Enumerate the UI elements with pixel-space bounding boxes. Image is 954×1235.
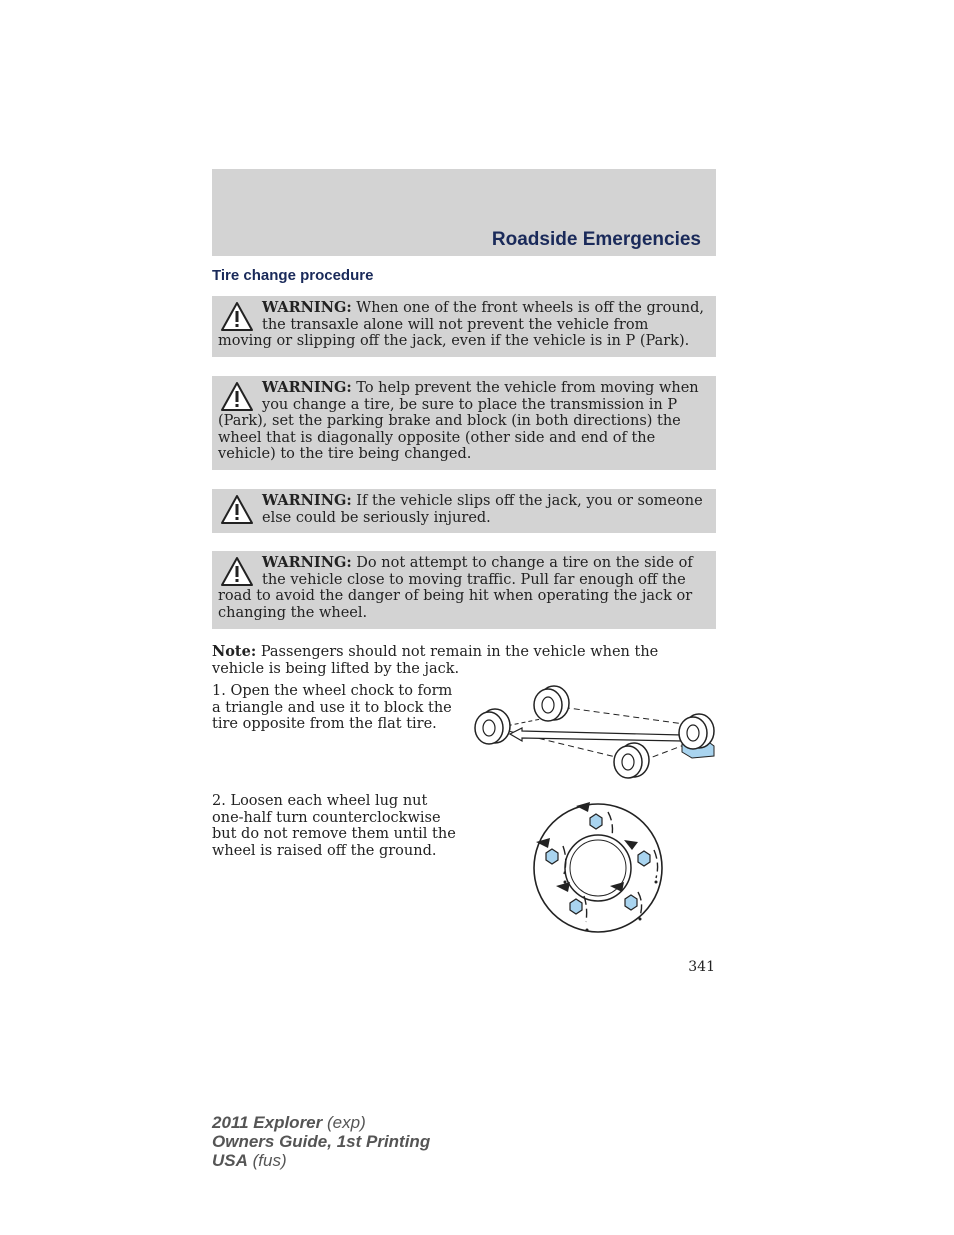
warning-label: WARNING: <box>262 492 352 509</box>
warning-box-4 <box>212 551 716 629</box>
footer-line-2: Owners Guide, 1st Printing <box>212 1132 431 1151</box>
page-number: 341 <box>688 959 715 975</box>
step-1-text: 1. Open the wheel chock to form a triangle and use it to block the tire opposite from the flat tire. <box>212 683 453 732</box>
footer <box>212 1113 430 1170</box>
tire-shape <box>614 743 649 778</box>
note-text: Passengers should not remain in the vehicle when the vehicle is being lifted by the jack. <box>212 644 659 677</box>
chapter-title: Roadside Emergencies <box>491 229 701 250</box>
warning-text: When one of the front wheels is off the ground, the transaxle alone will not prevent the vehicle from moving or slipping off the jack, even if the vehicle is in P (Park). <box>218 300 704 349</box>
warning-triangle-icon <box>220 381 254 413</box>
header-band <box>212 169 716 256</box>
tire-shape <box>534 686 569 721</box>
warning-box-1 <box>212 296 716 357</box>
wheel-chock-illustration <box>470 684 718 784</box>
warning-label: WARNING: <box>262 379 352 396</box>
note-label: Note: <box>212 643 257 660</box>
tire-shape <box>679 714 714 749</box>
warning-triangle-icon <box>220 494 254 526</box>
lug-nut-illustration <box>528 798 668 934</box>
footer-line-3: USA (fus) <box>212 1151 287 1170</box>
warning-triangle-icon <box>220 556 254 588</box>
warning-label: WARNING: <box>262 554 352 571</box>
tire-shape <box>475 709 510 744</box>
warning-box-2 <box>212 376 716 470</box>
step-2-text: 2. Loosen each wheel lug nut one-half turn counterclockwise but do not remove them until the wheel is raised off the ground. <box>212 793 456 859</box>
warning-text: Do not attempt to change a tire on the side of the vehicle close to moving traffic. Pull far enough off the road to avoid the danger of being hit when operating the jack or changing the wheel. <box>218 555 693 621</box>
warning-triangle-icon <box>220 301 254 333</box>
warning-text: If the vehicle slips off the jack, you or someone else could be seriously injured. <box>262 493 703 526</box>
note-paragraph <box>212 644 712 677</box>
section-heading: Tire change procedure <box>212 267 374 284</box>
warning-label: WARNING: <box>262 299 352 316</box>
footer-line-1: 2011 Explorer (exp) <box>212 1113 366 1132</box>
warning-text: To help prevent the vehicle from moving when you change a tire, be sure to place the transmission in P (Park), set the parking brake and block (in both directions) the wheel that is diagonally opposite (other side and end of the vehicle) to the tire being changed. <box>218 380 699 462</box>
warning-box-3 <box>212 489 716 533</box>
